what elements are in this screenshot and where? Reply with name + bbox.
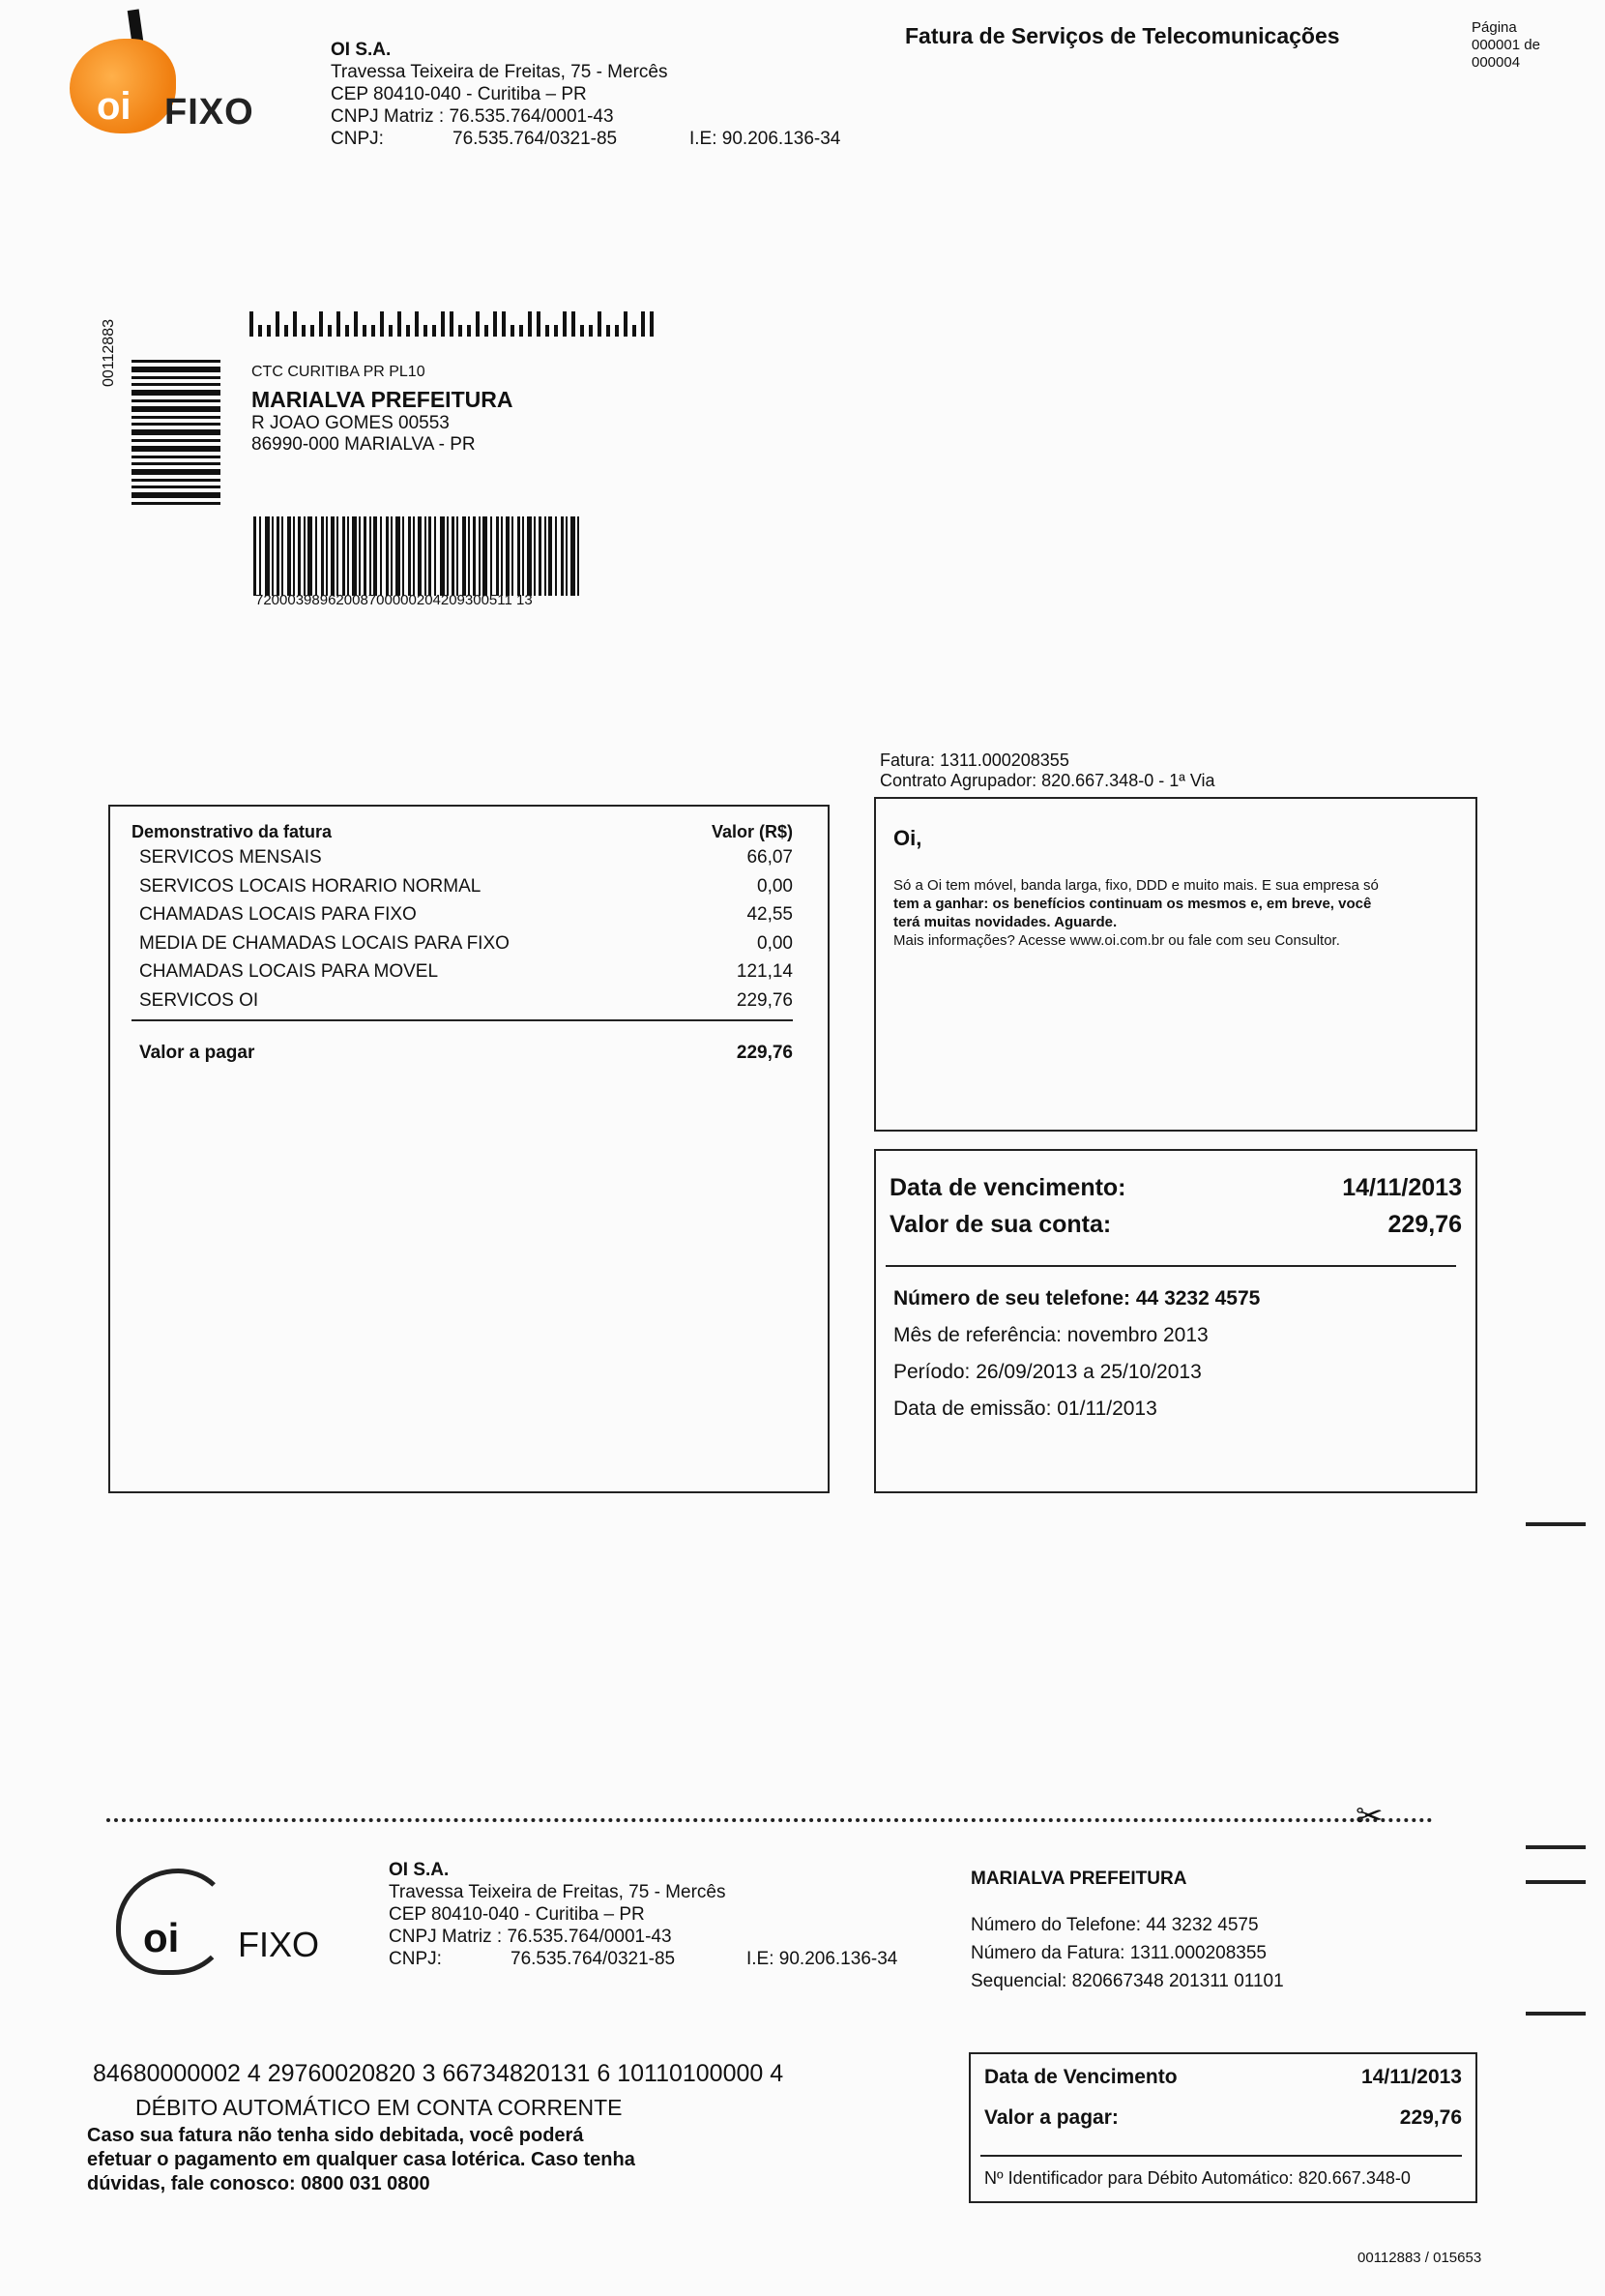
summary-due-value: 14/11/2013 [1342, 1174, 1462, 1201]
statement-row: CHAMADAS LOCAIS PARA FIXO 42,55 [139, 904, 793, 925]
stub-logo-oi: oi [143, 1915, 180, 1960]
summary-details [893, 1280, 1260, 1428]
summary-amount-row [890, 1211, 1462, 1239]
debit-title: DÉBITO AUTOMÁTICO EM CONTA CORRENTE [135, 2095, 623, 2120]
summary-ref-month: Mês de referência: novembro 2013 [893, 1324, 1209, 1346]
page-line-2: 000004 [1472, 54, 1521, 71]
logo-fixo-text: FIXO [164, 92, 254, 132]
statement-row: SERVICOS LOCAIS HORARIO NORMAL 0,00 [139, 875, 793, 897]
statement-row: MEDIA DE CHAMADAS LOCAIS PARA FIXO 0,00 [139, 932, 793, 954]
stub-cnpj-row [389, 1948, 897, 1970]
message-greeting: Oi, [893, 826, 922, 850]
side-code: 00112883 [101, 319, 117, 387]
edge-mark [1526, 1845, 1586, 1849]
company-address-block [331, 39, 840, 150]
postal-barcode [249, 311, 654, 337]
edge-mark [1526, 1522, 1586, 1526]
stub-client-name: MARIALVA PREFEITURA [971, 1869, 1187, 1889]
stub-due-row [984, 2066, 1462, 2089]
summary-due-row [890, 1174, 1462, 1202]
invoice-number: Fatura: 1311.000208355 [880, 751, 1069, 770]
page-line-1: 000001 de [1472, 37, 1540, 53]
stub-address-1: Travessa Teixeira de Freitas, 75 - Mercês [389, 1882, 726, 1902]
summary-issue-date: Data de emissão: 01/11/2013 [893, 1398, 1157, 1420]
stub-amount-row [984, 2106, 1462, 2130]
invoice-ref [880, 751, 1215, 791]
stub-phone: Número do Telefone: 44 3232 4575 [971, 1915, 1259, 1935]
summary-amount-label: Valor de sua conta: [890, 1211, 1112, 1238]
summary-due-label: Data de vencimento: [890, 1174, 1126, 1201]
main-barcode [253, 516, 685, 596]
company-address-2: CEP 80410-040 - Curitiba – PR [331, 84, 587, 104]
company-ie: I.E: 90.206.136-34 [689, 129, 841, 149]
stub-cnpj-matriz: CNPJ Matriz : 76.535.764/0001-43 [389, 1927, 672, 1947]
recipient-street: R JOAO GOMES 00553 [251, 413, 450, 433]
stub-ie: I.E: 90.206.136-34 [746, 1949, 898, 1969]
company-cnpj-matriz: CNPJ Matriz : 76.535.764/0001-43 [331, 106, 614, 127]
page-indicator [1472, 19, 1540, 72]
summary-box [874, 1149, 1477, 1493]
stub-divider [980, 2155, 1462, 2157]
digitable-line: 84680000002 4 29760020820 3 66734820131 6 10110100000 4 [93, 2060, 784, 2087]
statement-items [139, 847, 793, 1018]
company-cnpj-value: 76.535.764/0321-85 [452, 129, 618, 149]
stub-address-2: CEP 80410-040 - Curitiba – PR [389, 1904, 645, 1925]
stub-amount-value: 229,76 [1399, 2106, 1462, 2129]
logo-oi-text: oi [97, 85, 131, 128]
statement-total [139, 1043, 793, 1064]
statement-title: Demonstrativo da fatura [131, 822, 333, 841]
company-address-1: Travessa Teixeira de Freitas, 75 - Mercês [331, 62, 668, 82]
stub-logo-fixo: FIXO [238, 1925, 320, 1964]
statement-total-label: Valor a pagar [139, 1043, 255, 1063]
stub-company-name: OI S.A. [389, 1860, 450, 1880]
side-barcode [131, 360, 220, 505]
stub-cnpj-value: 76.535.764/0321-85 [511, 1949, 676, 1969]
barcode-number: 72000398962008700000204209300511 13 [255, 592, 533, 608]
statement-value-header: Valor (R$) [711, 822, 793, 841]
edge-mark [1526, 2012, 1586, 2016]
footer-code: 00112883 / 015653 [1357, 2250, 1482, 2266]
stub-company-block [389, 1859, 897, 1970]
summary-phone: Número de seu telefone: 44 3232 4575 [893, 1287, 1261, 1310]
summary-divider [886, 1265, 1456, 1267]
stub-debit-id: Nº Identificador para Débito Automático: 820.667.348-0 [984, 2168, 1411, 2188]
contract-number: Contrato Agrupador: 820.667.348-0 - 1ª Via [880, 771, 1215, 790]
stub-due-label: Data de Vencimento [984, 2066, 1178, 2088]
edge-mark [1526, 1880, 1586, 1884]
debit-text: Caso sua fatura não tenha sido debitada, você poderá efetuar o pagamento em qualquer casa lotérica. Caso tenha dúvidas, fale conosco: 0800 031 0800 [87, 2125, 635, 2194]
message-text: Só a Oi tem móvel, banda larga, fixo, DDD e muito mais. E sua empresa só tem a ganhar: os benefícios continuam os mesmos e, em breve, você terá muitas novidades. Aguarde. Mais informações? Acesse www.oi.com.br ou fale com seu Consultor. [893, 877, 1379, 949]
document-title: Fatura de Serviços de Telecomunicações [905, 23, 1340, 48]
stub-cnpj-label: CNPJ: [389, 1949, 442, 1969]
statement-row: CHAMADAS LOCAIS PARA MOVEL 121,14 [139, 961, 793, 982]
scissors-icon: ✂ [1356, 1798, 1384, 1835]
cut-line [106, 1818, 1433, 1822]
recipient-route: CTC CURITIBA PR PL10 [251, 364, 425, 380]
statement-box [108, 805, 830, 1493]
summary-period: Período: 26/09/2013 a 25/10/2013 [893, 1361, 1202, 1383]
statement-row: SERVICOS OI 229,76 [139, 989, 793, 1011]
company-name: OI S.A. [331, 40, 392, 60]
stub-client-block [971, 1869, 1284, 1995]
page-label: Página [1472, 19, 1517, 36]
recipient-block [251, 364, 512, 456]
recipient-city: 86990-000 MARIALVA - PR [251, 434, 476, 455]
stub-payment-box [969, 2052, 1477, 2203]
statement-row: SERVICOS MENSAIS 66,07 [139, 847, 793, 868]
stub-due-value: 14/11/2013 [1361, 2066, 1462, 2088]
stub-invoice: Número da Fatura: 1311.000208355 [971, 1943, 1267, 1963]
statement-total-value: 229,76 [736, 1043, 793, 1063]
stub-sequencial: Sequencial: 820667348 201311 01101 [971, 1971, 1284, 1991]
company-cnpj-label: CNPJ: [331, 129, 384, 149]
company-cnpj-row [331, 128, 840, 150]
message-box [874, 797, 1477, 1132]
stub-amount-label: Valor a pagar: [984, 2106, 1119, 2129]
recipient-name: MARIALVA PREFEITURA [251, 387, 513, 412]
summary-amount-value: 229,76 [1387, 1211, 1462, 1238]
statement-header [131, 822, 793, 842]
statement-divider [131, 1019, 793, 1021]
